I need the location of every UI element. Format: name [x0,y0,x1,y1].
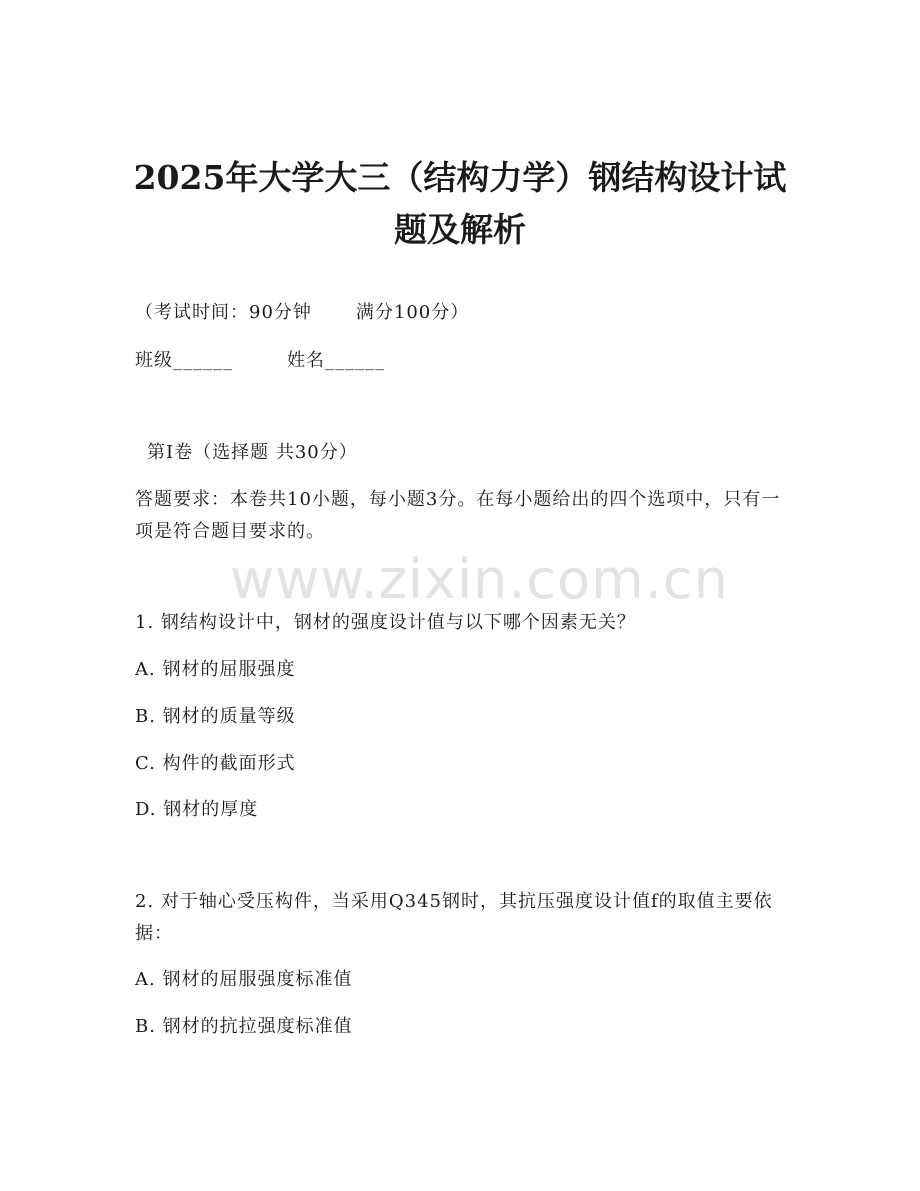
question-1-option-a: A. 钢材的屈服强度 [135,659,296,680]
title-line-2: 题及解析 [394,210,526,249]
exam-info [135,300,469,326]
name-field: 姓名______ [287,350,385,371]
question-2-option-b: B. 钢材的抗拉强度标准值 [135,1016,353,1037]
question-1-option-d: D. 钢材的厚度 [135,799,259,820]
class-field: 班级______ [135,350,233,371]
exam-score: 满分100分） [355,302,470,323]
title-line-1: 2025年大学大三（结构力学）钢结构设计试 [133,158,787,197]
question-2-stem: 2. 对于轴心受压构件，当采用Q345钢时，其抗压强度设计值f的取值主要依据： [135,891,773,944]
section-heading: 第I卷（选择题 共30分） [147,442,358,463]
question-1-stem: 1. 钢结构设计中，钢材的强度设计值与以下哪个因素无关？ [135,612,636,633]
student-fields [135,348,385,374]
exam-time: （考试时间：90分钟 [135,302,312,323]
question-1-option-c: C. 构件的截面形式 [135,753,296,774]
document-title [100,152,820,256]
instructions: 答题要求：本卷共10小题，每小题3分。在每小题给出的四个选项中，只有一项是符合题目要求的。 [135,489,781,542]
question-1-option-b: B. 钢材的质量等级 [135,706,296,727]
watermark: www.zixin.com.cn [230,548,729,611]
question-2-option-a: A. 钢材的屈服强度标准值 [135,969,353,990]
